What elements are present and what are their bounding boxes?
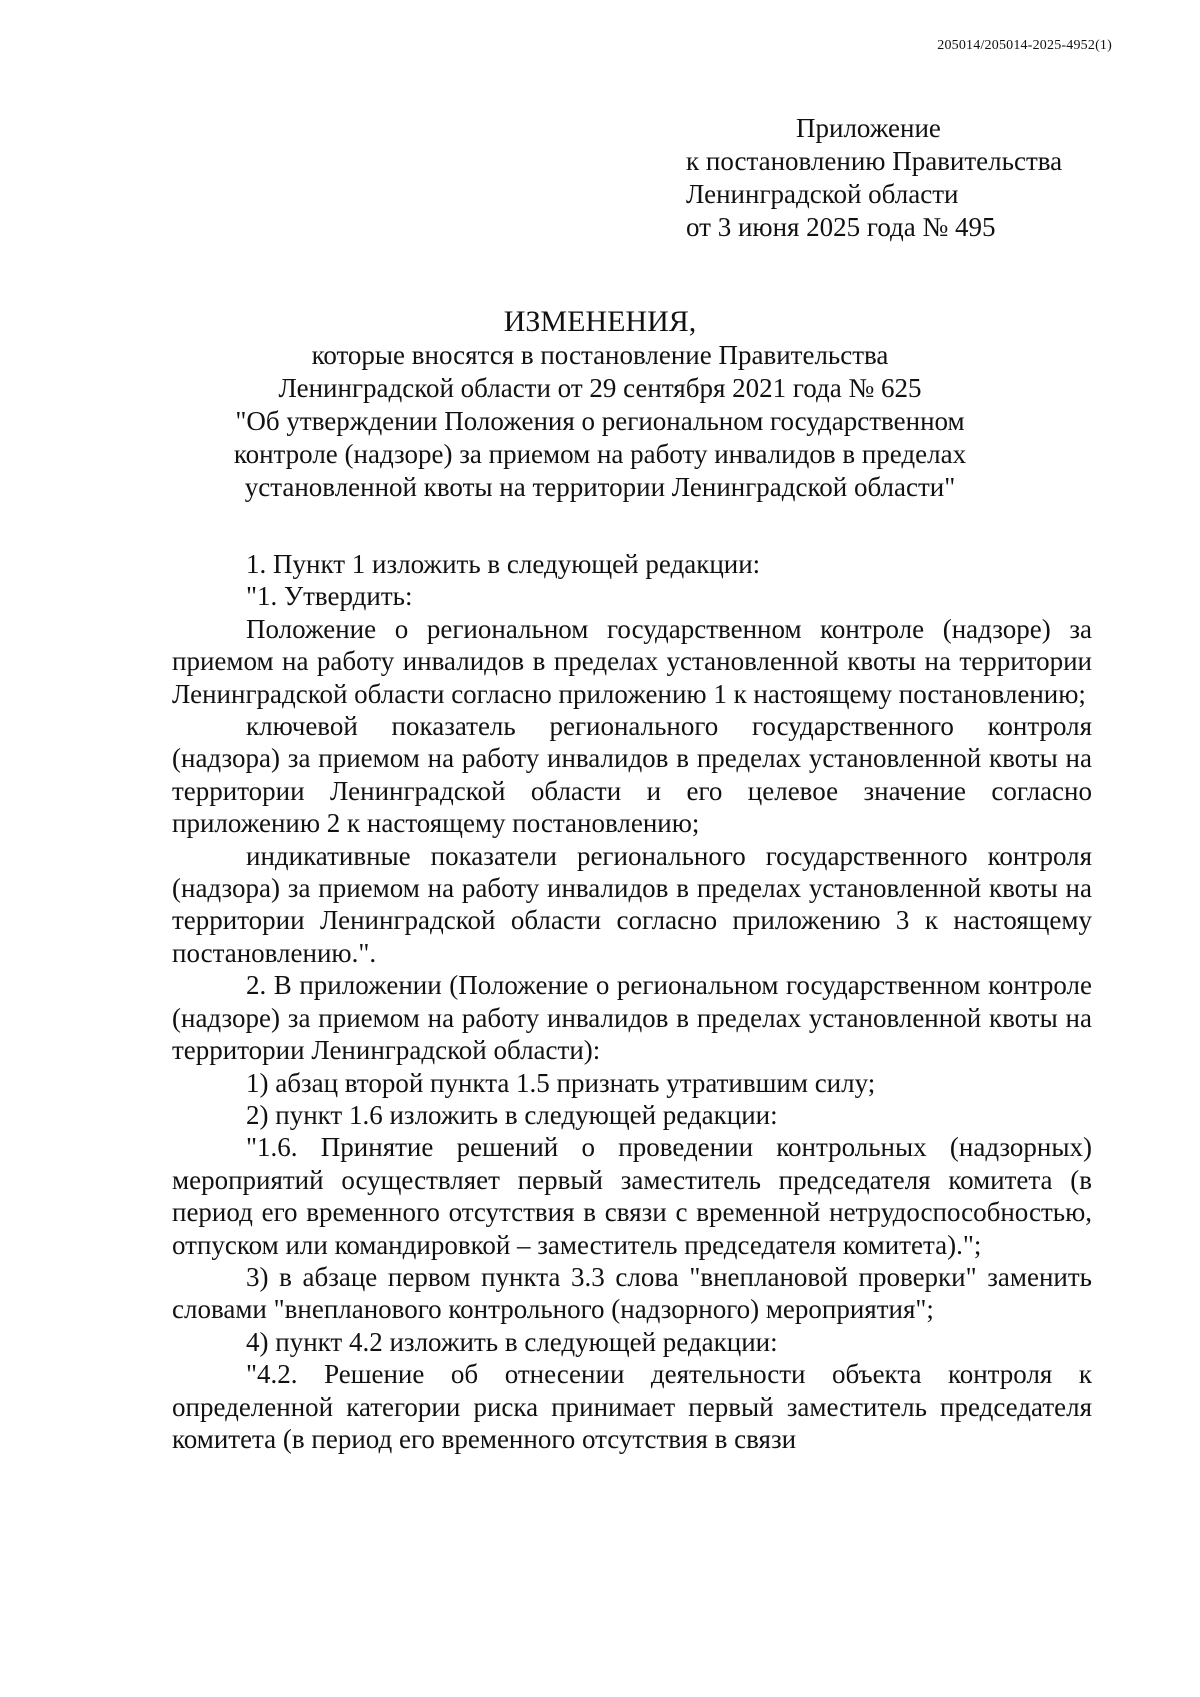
paragraph: 3) в абзаце первом пункта 3.3 слова "внеплановой проверки" заменить словами "внепланового контрольного (надзорного) мероприятия"; — [172, 1261, 1092, 1325]
paragraph: 1) абзац второй пункта 1.5 признать утратившим силу; — [246, 1067, 876, 1098]
paragraph: "1. Утвердить: — [246, 581, 413, 612]
heading-line: которые вносятся в постановление Правительства — [311, 340, 889, 370]
document-body — [172, 548, 1092, 1455]
paragraph: ключевой показатель регионального государственного контроля (надзора) за приемом на работу инвалидов в пределах установленной квоты на территории Ленинградской области и его целевое значение согласно приложению 2 к настоящему постановлению; — [172, 711, 1092, 839]
paragraph: "1.6. Принятие решений о проведении контрольных (надзорных) мероприятий осуществляет первый заместитель председателя комитета (в период его временного отсутствия в связи с временной нетрудоспособностью, отпуском или командировкой – заместитель председателя комитета)."; — [172, 1132, 1092, 1260]
heading-title: ИЗМЕНЕНИЯ, — [503, 305, 697, 338]
heading-line: установленной квоты на территории Ленинградской области" — [244, 472, 956, 502]
document-id: 205014/205014-2025-4952(1) — [937, 38, 1112, 53]
paragraph: 1. Пункт 1 изложить в следующей редакции: — [246, 549, 761, 579]
document-heading — [150, 305, 1050, 504]
heading-line: "Об утверждении Положения о региональном государственном — [235, 406, 965, 436]
appendix-reference — [686, 112, 1062, 244]
appendix-line: от 3 июня 2025 года № 495 — [686, 212, 996, 242]
paragraph: индикативные показатели регионального государственного контроля (надзора) за приемом на работу инвалидов в пределах установленной квоты на территории Ленинградской области согласно приложению 3 к настоящему постановлению.". — [172, 840, 1092, 968]
paragraph: "4.2. Решение об отнесении деятельности объекта контроля к определенной категории риска принимает первый заместитель председателя комитета (в период его временного отсутствия в связи — [172, 1359, 1092, 1454]
paragraph: 2) пункт 1.6 изложить в следующей редакции: — [246, 1099, 778, 1130]
appendix-line: Ленинградской области — [686, 179, 959, 209]
heading-line: контроле (надзоре) за приемом на работу инвалидов в пределах — [233, 439, 967, 469]
paragraph: Положение о региональном государственном контроле (надзоре) за приемом на работу инвалидов в пределах установленной квоты на территории Ленинградской области согласно приложению 1 к настоящему постановлению; — [172, 613, 1092, 709]
paragraph: 4) пункт 4.2 изложить в следующей редакции: — [246, 1326, 778, 1357]
paragraph: 2. В приложении (Положение о региональном государственном контроле (надзоре) за приемом на работу инвалидов в пределах установленной квоты на территории Ленинградской области): — [172, 970, 1092, 1066]
appendix-line: Приложение — [796, 113, 941, 143]
heading-line: Ленинградской области от 29 сентября 2021 года № 625 — [278, 373, 922, 403]
appendix-line: к постановлению Правительства — [686, 146, 1063, 176]
